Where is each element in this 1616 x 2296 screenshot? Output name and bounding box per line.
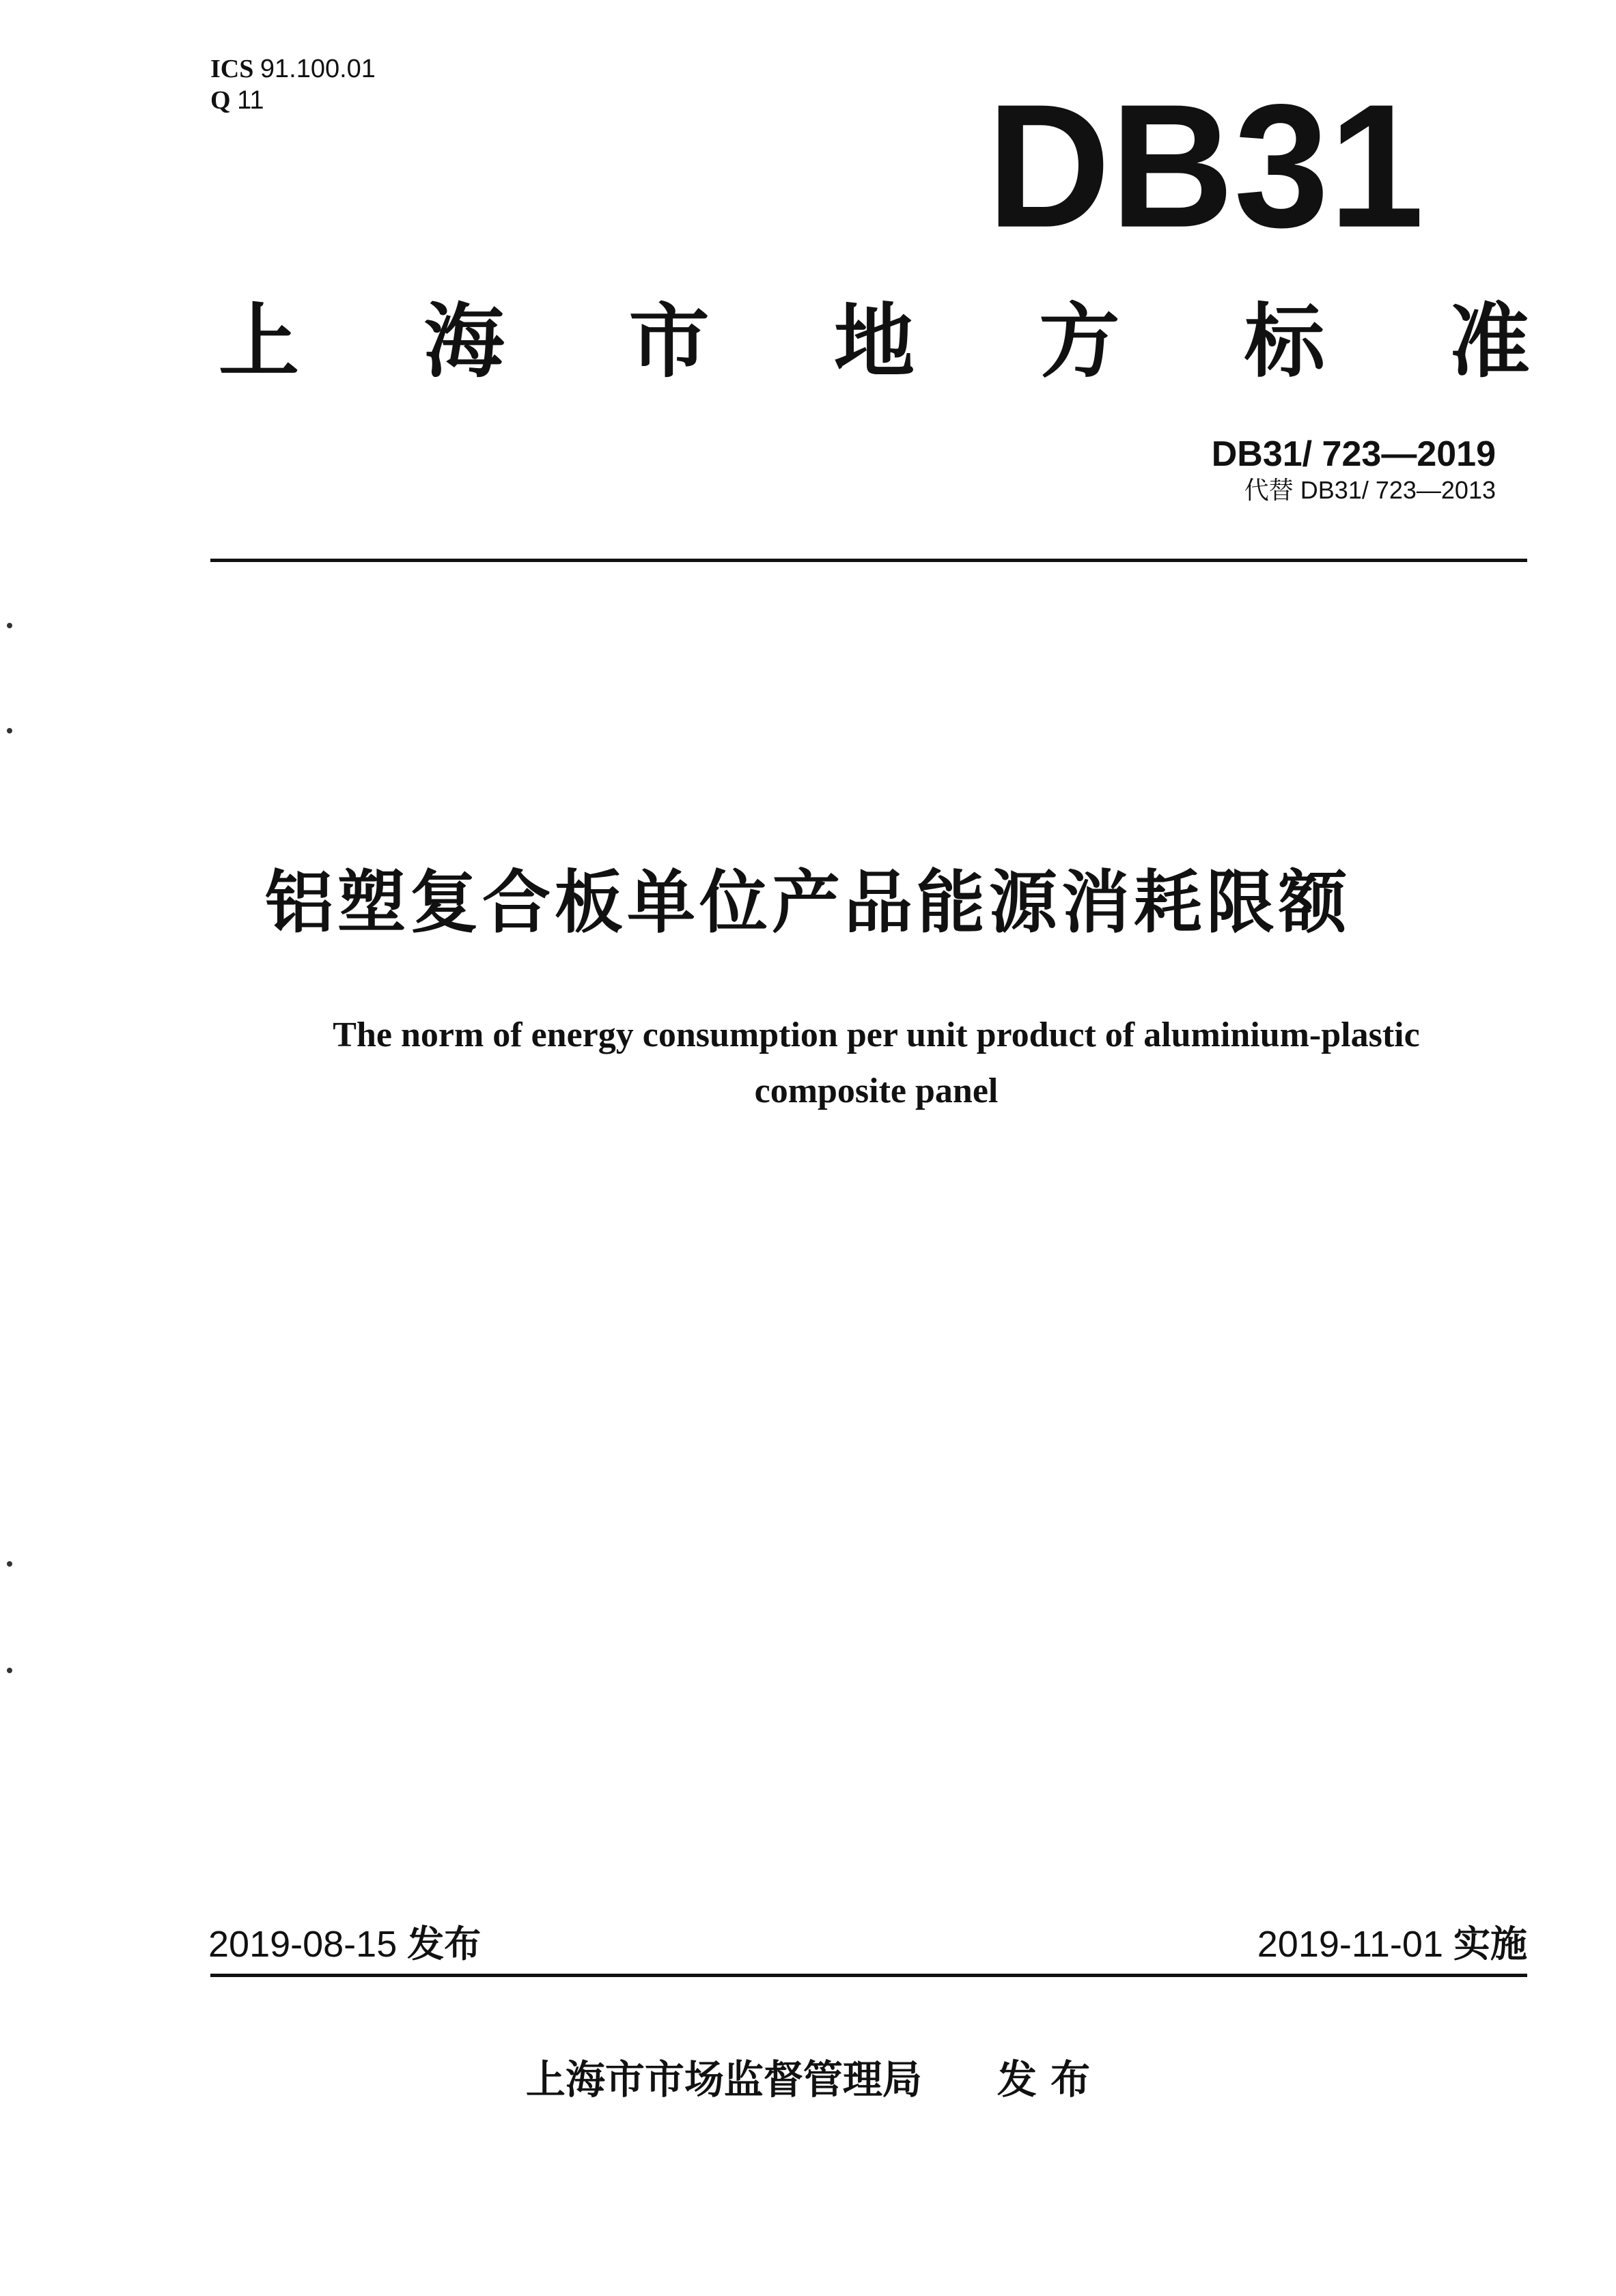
ics-line <box>210 53 376 85</box>
margin-dot <box>7 1668 12 1673</box>
implementation-date <box>1257 1920 1527 1968</box>
document-title-english: The norm of energy consumption per unit product of aluminium-plastic composite panel <box>333 1016 1420 1110</box>
db31-logo-text: DB31 <box>987 67 1424 264</box>
classification-codes <box>210 53 376 116</box>
footer-divider <box>210 1974 1527 1977</box>
ccs-line <box>210 85 376 116</box>
standard-type-char: 地 <box>833 294 915 389</box>
replaced-standard: 代替 DB31/ 723—2013 <box>1244 476 1496 504</box>
ccs-label: Q <box>210 86 231 115</box>
publisher-line <box>0 2052 1616 2107</box>
publisher-name: 上海市市场监督管理局 <box>525 2056 922 2103</box>
db31-logo <box>980 67 1431 264</box>
standard-type-char: 标 <box>1244 294 1325 389</box>
publisher-action: 发 布 <box>997 2056 1091 2103</box>
issue-date <box>208 1920 481 1968</box>
standard-type-char: 上 <box>219 294 300 389</box>
standard-type-heading <box>219 287 1530 396</box>
standard-type-char: 海 <box>423 294 505 389</box>
ics-code: 91.100.01 <box>260 55 376 83</box>
standard-code-block <box>1212 433 1496 505</box>
ccs-code: 11 <box>237 86 264 115</box>
margin-dot <box>7 728 12 733</box>
implementation-date-label: 实施 <box>1453 1922 1527 1965</box>
implementation-date-value: 2019-11-01 <box>1257 1924 1443 1965</box>
standard-type-char: 方 <box>1039 294 1120 389</box>
document-title-chinese: 铝塑复合板单位产品能源消耗限额 <box>265 863 1351 942</box>
issue-date-label: 发布 <box>407 1922 482 1965</box>
issue-date-value: 2019-08-15 <box>208 1924 398 1965</box>
standard-type-char: 市 <box>628 294 710 389</box>
margin-dot <box>7 623 12 628</box>
ics-label: ICS <box>210 55 254 83</box>
standard-code: DB31/ 723—2019 <box>1211 434 1496 474</box>
margin-dot <box>7 1561 12 1567</box>
header-divider <box>210 559 1527 562</box>
standard-type-char: 准 <box>1449 294 1530 389</box>
